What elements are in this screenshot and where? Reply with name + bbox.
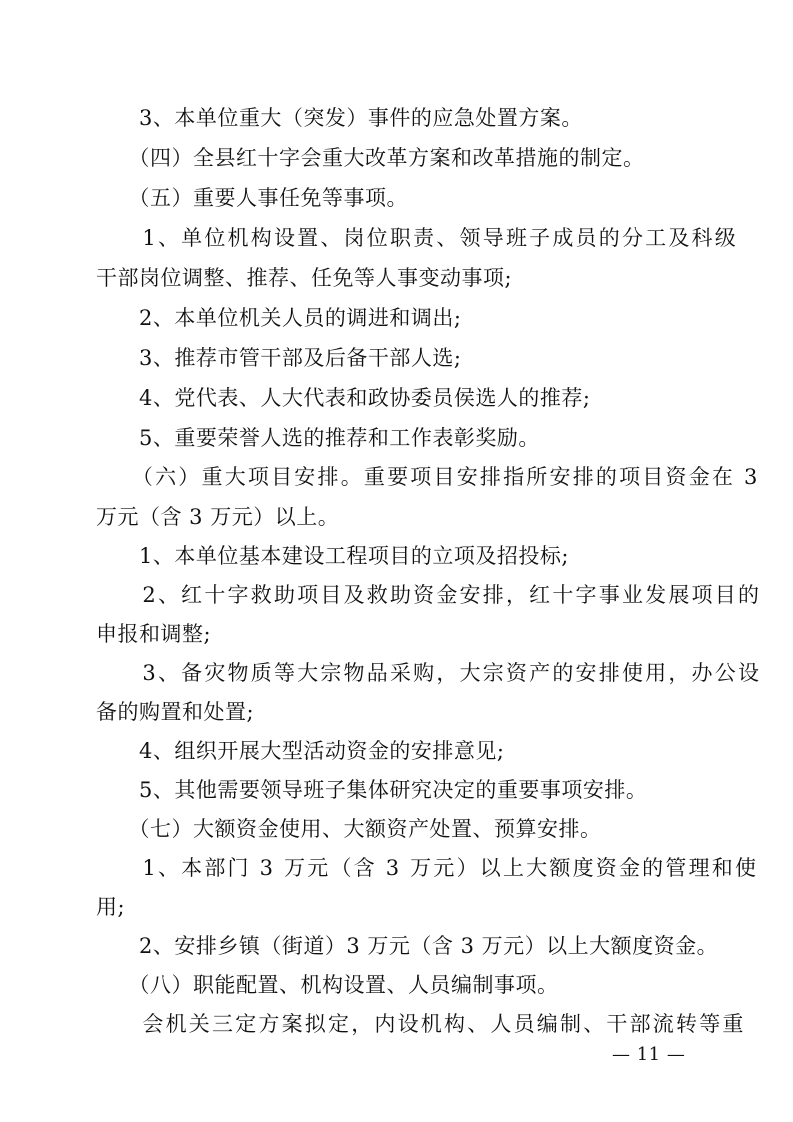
text-line: 1、单位机构设置、岗位职责、领导班子成员的分工及科级 xyxy=(96,226,738,250)
text-line: 4、组织开展大型活动资金的安排意见; xyxy=(96,739,505,763)
text-line: 2、本单位机关人员的调进和调出; xyxy=(96,306,462,330)
text-line: （四）全县红十字会重大改革方案和改革措施的制定。 xyxy=(96,146,645,170)
text-line: （五）重要人事任免等事项。 xyxy=(96,186,408,210)
text-line: 5、其他需要领导班子集体研究决定的重要事项安排。 xyxy=(96,778,648,802)
text-line: 干部岗位调整、推荐、任免等人事变动事项; xyxy=(96,266,513,290)
text-line: 万元（含 3 万元）以上。 xyxy=(96,505,340,529)
text-line: 3、备灾物质等大宗物品采购，大宗资产的安排使用，办公设 xyxy=(96,661,762,685)
text-line: （七）大额资金使用、大额资产处置、预算安排。 xyxy=(96,817,602,841)
text-line: 1、本单位基本建设工程项目的立项及招投标; xyxy=(96,544,569,568)
text-line: （六）重大项目安排。重要项目安排指所安排的项目资金在 3 xyxy=(96,465,760,489)
text-line: 5、重要荣誉人选的推荐和工作表彰奖励。 xyxy=(96,426,540,450)
text-line: 2、安排乡镇（街道）3 万元（含 3 万元）以上大额度资金。 xyxy=(96,934,719,958)
text-line: 备的购置和处置; xyxy=(96,700,255,724)
text-line: 用; xyxy=(96,895,126,919)
text-line: 3、推荐市管干部及后备干部人选; xyxy=(96,346,462,370)
text-line: 1、本部门 3 万元（含 3 万元）以上大额度资金的管理和使 xyxy=(96,856,759,880)
text-line: 4、党代表、人大代表和政协委员侯选人的推荐; xyxy=(96,386,591,410)
text-line: （八）职能配置、机构设置、人员编制事项。 xyxy=(96,973,559,997)
text-line: 2、红十字救助项目及救助资金安排，红十字事业发展项目的 xyxy=(96,583,762,607)
text-line: 3、本单位重大（突发）事件的应急处置方案。 xyxy=(96,106,583,130)
text-line: 会机关三定方案拟定，内设机构、人员编制、干部流转等重 xyxy=(96,1012,746,1036)
text-line: 申报和调整; xyxy=(96,622,212,646)
page-number: — 11 — xyxy=(612,1044,686,1065)
